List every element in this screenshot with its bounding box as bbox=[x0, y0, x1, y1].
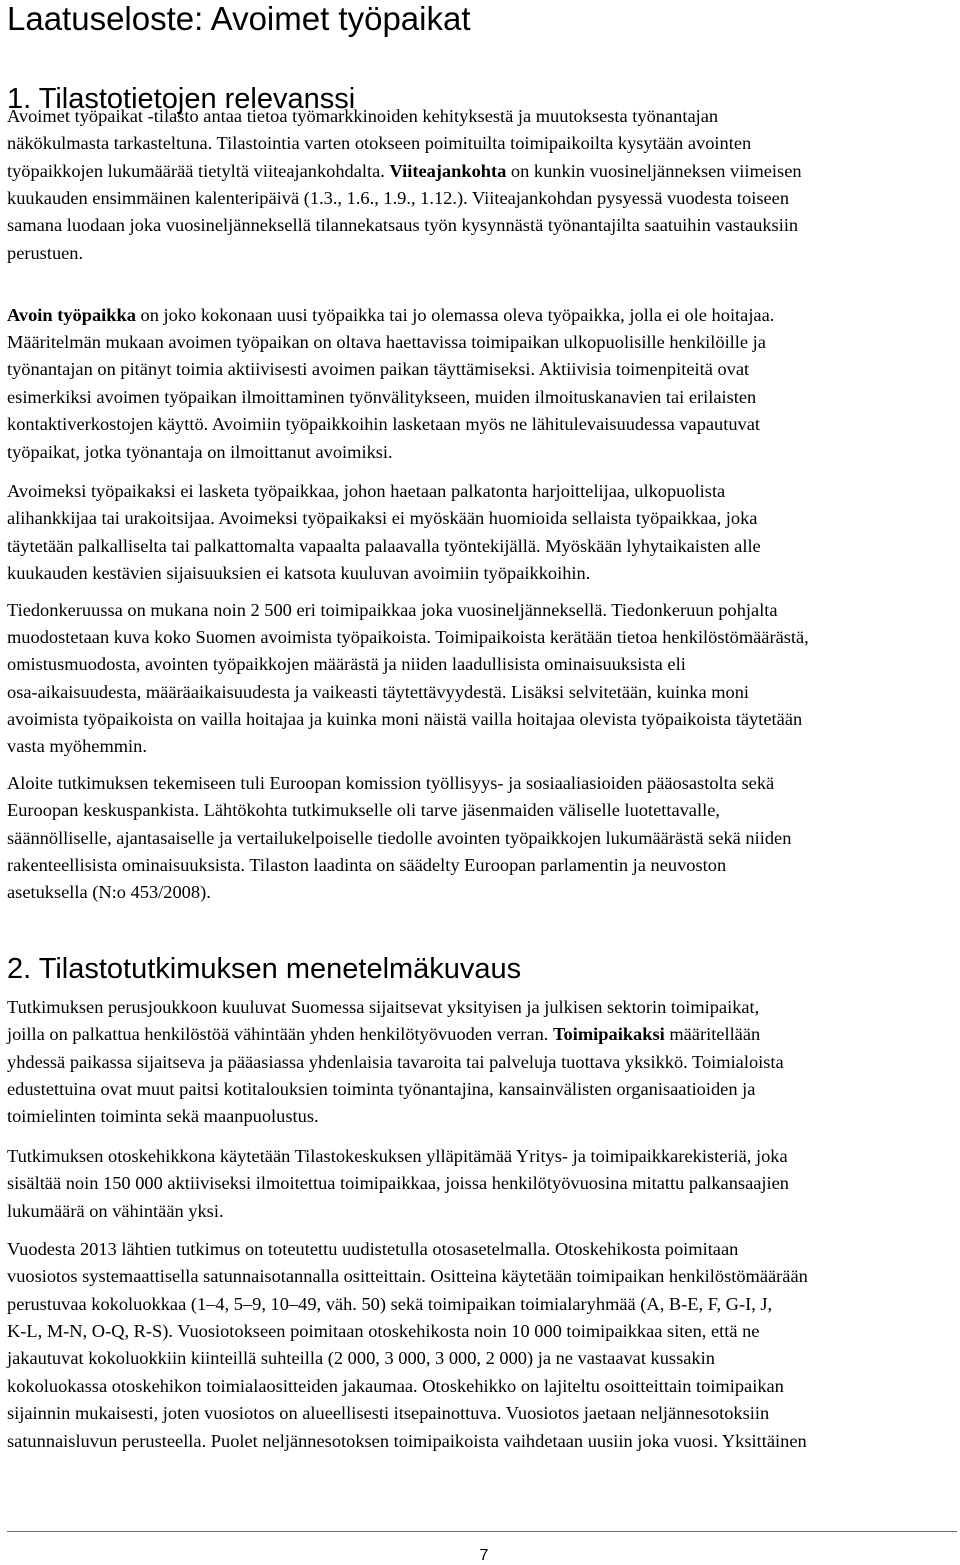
text-line: Avoimeksi työpaikaksi ei lasketa työpaikkaa, johon haetaan palkatonta harjoittelijaa, ulkopuolista bbox=[7, 481, 726, 501]
text-line: Avoimet työpaikat -tilasto antaa tietoa työmarkkinoiden kehityksestä ja muutoksesta työnantajan bbox=[7, 106, 719, 126]
text-line: kontaktiverkostojen käyttö. Avoimiin työpaikkoihin lasketaan myös ne lähitulevaisuudessa vapautuvat bbox=[7, 414, 761, 434]
text-line: kuukauden kestävien sijaisuuksien ei katsota kuuluvan avoimiin työpaikkoihin. bbox=[7, 563, 591, 583]
text-line: täytetään palkalliselta tai palkattomalta vapaalta palaavalla työntekijällä. Myöskään lyhytaikaisten alle bbox=[7, 536, 761, 556]
section-heading-relevance: 1. Tilastotietojen relevanssi bbox=[7, 83, 356, 115]
text-line: samana luodaan joka vuosineljänneksellä tilannekatsaus työn kysynnästä työnantajilta saatuihin vastauksiin bbox=[7, 215, 799, 235]
text-line: alihankkijaa tai urakoitsijaa. Avoimeksi työpaikaksi ei myöskään huomioida sellaista työpaikkaa, joka bbox=[7, 508, 758, 528]
text-line: vasta myöhemmin. bbox=[7, 736, 147, 756]
text-line: näkökulmasta tarkasteltuna. Tilastointia varten otokseen poimituilta toimipaikoilta kysytään avointen bbox=[7, 133, 752, 153]
text-line: jakautuvat kokoluokkiin kiinteillä suhteilla (2 000, 3 000, 3 000, 2 000) ja ne vastaavat kussakin bbox=[7, 1348, 715, 1368]
text-line: Euroopan keskuspankista. Lähtökohta tutkimukselle oli tarve jäsenmaiden väliselle luotettavalle, bbox=[7, 800, 720, 820]
footer-divider bbox=[7, 1531, 957, 1532]
text-line: avoimista työpaikoista on vailla hoitajaa ja kuinka moni näistä vailla hoitajaa olevista työpaikoista täytetään bbox=[7, 709, 803, 729]
text-line: perustuvaa kokoluokkaa (1–4, 5–9, 10–49, väh. 50) sekä toimipaikan toimialaryhmää (A, B-E, F, G-I, J, bbox=[7, 1294, 773, 1314]
page-number bbox=[0, 1547, 960, 1565]
text-line: Määritelmän mukaan avoimen työpaikan on oltava haettavissa toimipaikan ulkopuolisille henkilöille ja bbox=[7, 332, 766, 352]
text-line: kokoluokassa otoskehikon toimialaositteiden jakaumaa. Otoskehikko on lajiteltu osoitteittain toimipaikan bbox=[7, 1376, 784, 1396]
text-line: työpaikkojen lukumäärää tietyltä viiteajankohdalta. Viiteajankohta on kunkin vuosineljänneksen viimeisen bbox=[7, 161, 802, 181]
text-line: sisältää noin 150 000 aktiiviseksi ilmoitettua toimipaikkaa, joissa henkilötyövuosina mitattu palkansaajien bbox=[7, 1173, 789, 1193]
section-heading-methodology: 2. Tilastotutkimuksen menetelmäkuvaus bbox=[7, 953, 522, 985]
text-line: säännölliselle, ajantasaiselle ja vertailukelpoiselle tiedolle avointen työpaikkojen lukumäärästä sekä niiden bbox=[7, 828, 792, 848]
text-line: muodostetaan kuva koko Suomen avoimista työpaikoista. Toimipaikoista kerätään tietoa henkilöstömäärästä, bbox=[7, 627, 809, 647]
text-line: edustettuina ovat muut paitsi kotitalouksien toiminta työnantajina, kansainvälisten organisaatioiden ja bbox=[7, 1079, 756, 1099]
paragraph bbox=[7, 478, 957, 588]
text-line: Vuodesta 2013 lähtien tutkimus on toteutettu uudistetulla otosasetelmalla. Otoskehikosta poimitaan bbox=[7, 1239, 739, 1259]
paragraph bbox=[7, 1236, 957, 1456]
text-line: kuukauden ensimmäinen kalenteripäivä (1.3., 1.6., 1.9., 1.12.). Viiteajankohdan pysyessä vuodesta toiseen bbox=[7, 188, 790, 208]
text-line: omistusmuodosta, avointen työpaikkojen määrästä ja niiden laadullisista ominaisuuksista eli bbox=[7, 654, 686, 674]
text-line: työnantajan on pitänyt toimia aktiivisesti avoimen paikan täyttämiseksi. Aktiivisia toimenpiteitä ovat bbox=[7, 359, 750, 379]
text-line: satunnaisluvun perusteella. Puolet neljännesotoksen toimipaikoista vaihdetaan uusiin joka vuosi. Yksittäinen bbox=[7, 1431, 807, 1451]
paragraph bbox=[7, 302, 957, 467]
text-line: osa-aikaisuudesta, määräaikaisuudesta ja vaikeasti täytettävyydestä. Lisäksi selvitetään, kuinka moni bbox=[7, 682, 750, 702]
text-line: lukumäärä on vähintään yksi. bbox=[7, 1201, 224, 1221]
text-line: esimerkiksi avoimen työpaikan ilmoittaminen työnvälitykseen, muiden ilmoituskanavien tai erilaisten bbox=[7, 387, 757, 407]
text-line: Tutkimuksen perusjoukkoon kuuluvat Suomessa sijaitsevat yksityisen ja julkisen sektorin toimipaikat, bbox=[7, 997, 760, 1017]
text-line: joilla on palkattua henkilöstöä vähintään yhden henkilötyövuoden verran. Toimipaikaksi määritellään bbox=[7, 1024, 761, 1044]
page-number-text: 7 bbox=[479, 1547, 489, 1564]
document-title: Laatuseloste: Avoimet työpaikat bbox=[7, 0, 471, 37]
text-line: yhdessä paikassa sijaitseva ja pääasiassa yhdenlaisia tavaroita tai palveluja tuottava yksikkö. Toimialoista bbox=[7, 1052, 784, 1072]
paragraph bbox=[7, 1143, 957, 1226]
text-line: perustuen. bbox=[7, 243, 84, 263]
text-line: sijainnin mukaisesti, joten vuosiotos on alueellisesti itsepainottuva. Vuosiotos jaetaan neljännesotoksiin bbox=[7, 1403, 770, 1423]
text-line: Tiedonkeruussa on mukana noin 2 500 eri toimipaikkaa joka vuosineljänneksellä. Tiedonkeruun pohjalta bbox=[7, 600, 778, 620]
paragraph bbox=[7, 994, 957, 1131]
text-line: vuosiotos systemaattisella satunnaisotannalla ositteittain. Ositteina käytetään toimipaikan henkilöstömäärään bbox=[7, 1266, 808, 1286]
text-line: työpaikat, jotka työnantaja on ilmoittanut avoimiksi. bbox=[7, 442, 393, 462]
text-line: Avoin työpaikka on joko kokonaan uusi työpaikka tai jo olemassa oleva työpaikka, jolla ei ole hoitajaa. bbox=[7, 305, 775, 325]
text-line: K-L, M-N, O-Q, R-S). Vuosiotokseen poimitaan otoskehikosta noin 10 000 toimipaikkaa siten, että ne bbox=[7, 1321, 760, 1341]
text-line: rakenteellisista ominaisuuksista. Tilaston laadinta on säädelty Euroopan parlamentin ja neuvoston bbox=[7, 855, 727, 875]
paragraph bbox=[7, 770, 957, 907]
text-line: Tutkimuksen otoskehikkona käytetään Tilastokeskuksen ylläpitämää Yritys- ja toimipaikkarekisteriä, joka bbox=[7, 1146, 788, 1166]
text-line: asetuksella (N:o 453/2008). bbox=[7, 882, 211, 902]
text-line: toimielinten toiminta sekä maanpuolustus. bbox=[7, 1106, 319, 1126]
text-line: Aloite tutkimuksen tekemiseen tuli Euroopan komission työllisyys- ja sosiaaliasioiden pääosastolta sekä bbox=[7, 773, 775, 793]
paragraph bbox=[7, 103, 957, 268]
paragraph bbox=[7, 597, 957, 761]
